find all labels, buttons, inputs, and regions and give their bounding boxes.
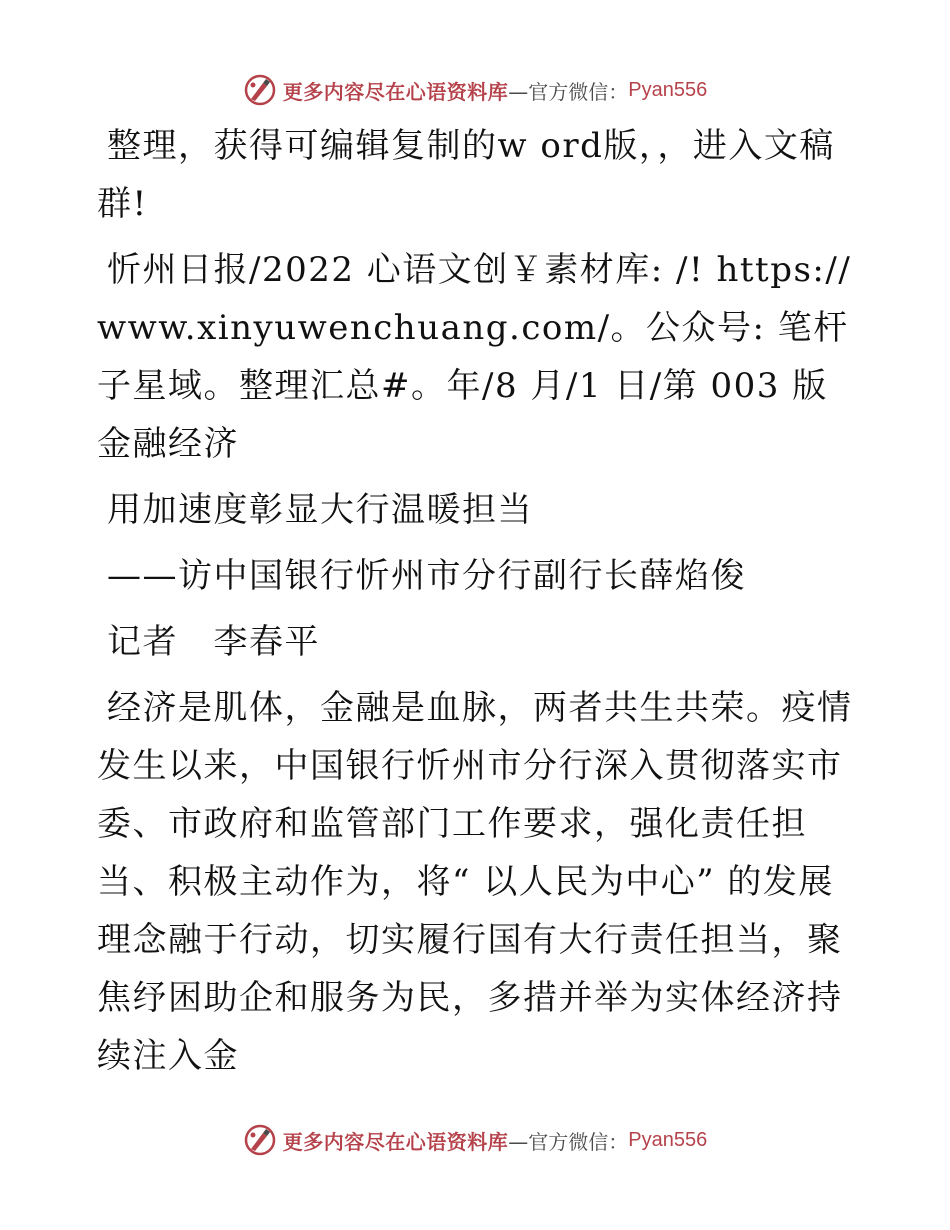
- footer-watermark-banner: [0, 1120, 950, 1160]
- article-title: 用加速度彰显大行温暖担当: [107, 490, 533, 530]
- header-banner-wechat-id: Pyan556: [628, 78, 708, 101]
- footer-banner-separator: —官方微信：: [508, 1129, 629, 1154]
- header-banner-main-text: 更多内容尽在心语资料库: [282, 79, 509, 104]
- article-subtitle: ——访中国银行忻州市分行副行长薛焰俊: [107, 556, 746, 596]
- article-byline: 记者 李春平: [107, 622, 320, 662]
- document-body: [97, 117, 857, 1093]
- footer-banner-main-text: 更多内容尽在心语资料库: [282, 1129, 509, 1154]
- header-banner-separator: —官方微信：: [508, 79, 629, 104]
- paragraph-source-info: 忻州日报/2022 心语文创￥素材库: /! https://www.xinyuwenchuang.com/。公众号: 笔杆子星域。整理汇总#。年/8 月/1 日/第 003 版金融经济: [97, 250, 852, 464]
- pen-logo-icon: [243, 73, 277, 107]
- paragraph-intro: 整理，获得可编辑复制的w ord版，，进入文稿群!: [97, 126, 835, 224]
- header-watermark-banner: [0, 70, 950, 110]
- paragraph-body-1: 经济是肌体，金融是血脉，两者共生共荣。疫情发生以来，中国银行忻州市分行深入贯彻落实市委、市政府和监管部门工作要求，强化责任担当、积极主动作为，将“ 以人民为中心” 的发展理念融于行动，切实履行国有大行责任担当，聚焦纾困助企和服务为民，多措并举为实体经济持续注入金: [97, 688, 853, 1076]
- footer-banner-wechat-id: Pyan556: [628, 1128, 708, 1151]
- pen-logo-icon: [243, 1123, 277, 1157]
